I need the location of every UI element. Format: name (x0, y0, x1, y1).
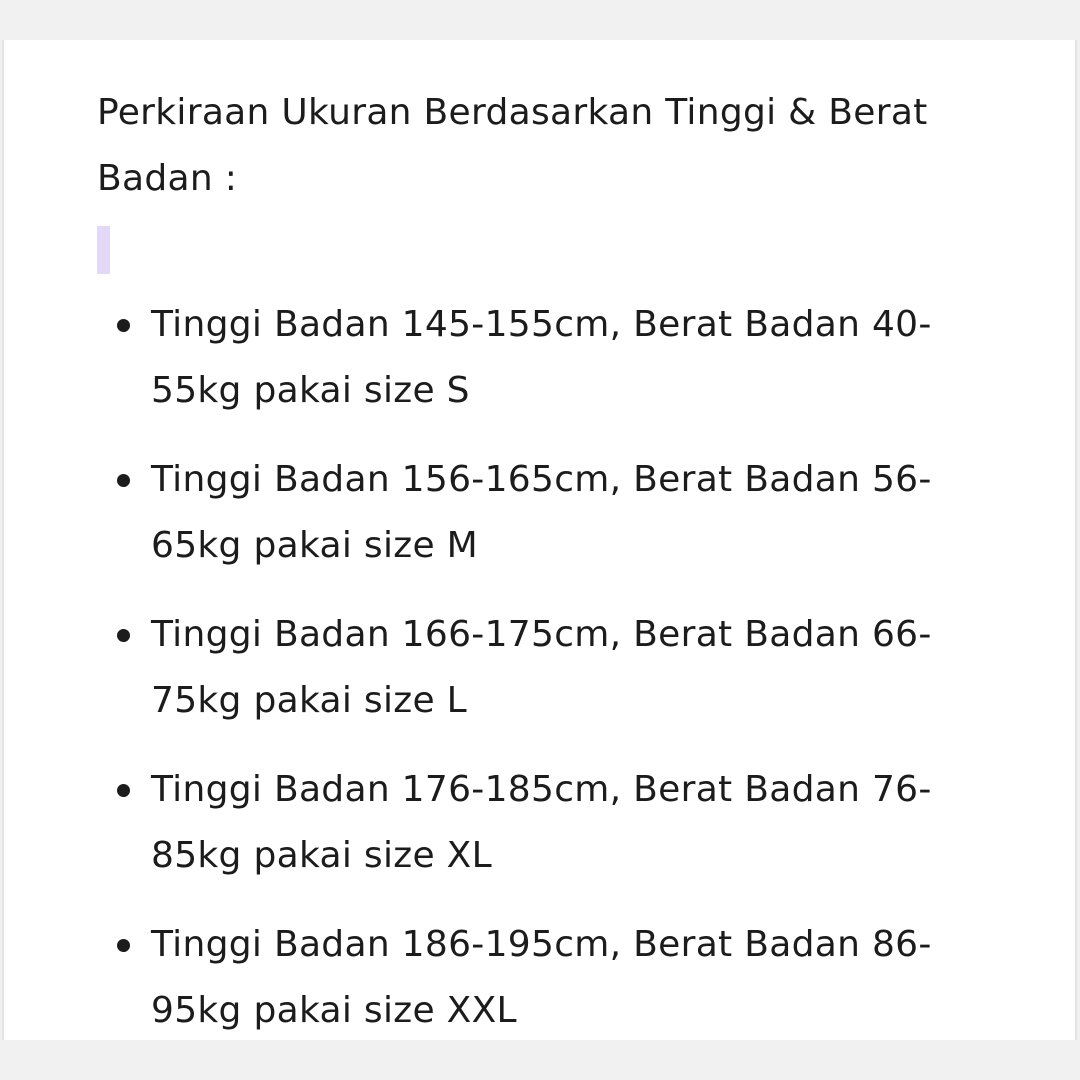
list-item-text: Tinggi Badan 176-185cm, Berat Badan 76-85kg pakai size XL (151, 769, 932, 876)
bullet-icon (117, 784, 130, 797)
size-list (97, 292, 1017, 1044)
list-item-text: Tinggi Badan 156-165cm, Berat Badan 56-65kg pakai size M (151, 459, 932, 566)
bullet-icon (117, 939, 130, 952)
list-item (97, 447, 1017, 579)
content-card (2, 40, 1077, 1040)
list-item-text: Tinggi Badan 145-155cm, Berat Badan 40-55kg pakai size S (151, 304, 932, 411)
list-item (97, 602, 1017, 734)
list-item-text: Tinggi Badan 166-175cm, Berat Badan 66-75kg pakai size L (151, 614, 932, 721)
size-guide (97, 80, 1017, 1067)
list-item (97, 757, 1017, 889)
bullet-icon (117, 629, 130, 642)
list-item (97, 292, 1017, 424)
text-cursor-highlight (97, 226, 110, 274)
list-item-text: Tinggi Badan 186-195cm, Berat Badan 86-95kg pakai size XXL (151, 924, 932, 1031)
size-guide-heading: Perkiraan Ukuran Berdasarkan Tinggi & Berat Badan : (97, 92, 928, 199)
list-item (97, 912, 1017, 1044)
bullet-icon (117, 474, 130, 487)
bullet-icon (117, 319, 130, 332)
